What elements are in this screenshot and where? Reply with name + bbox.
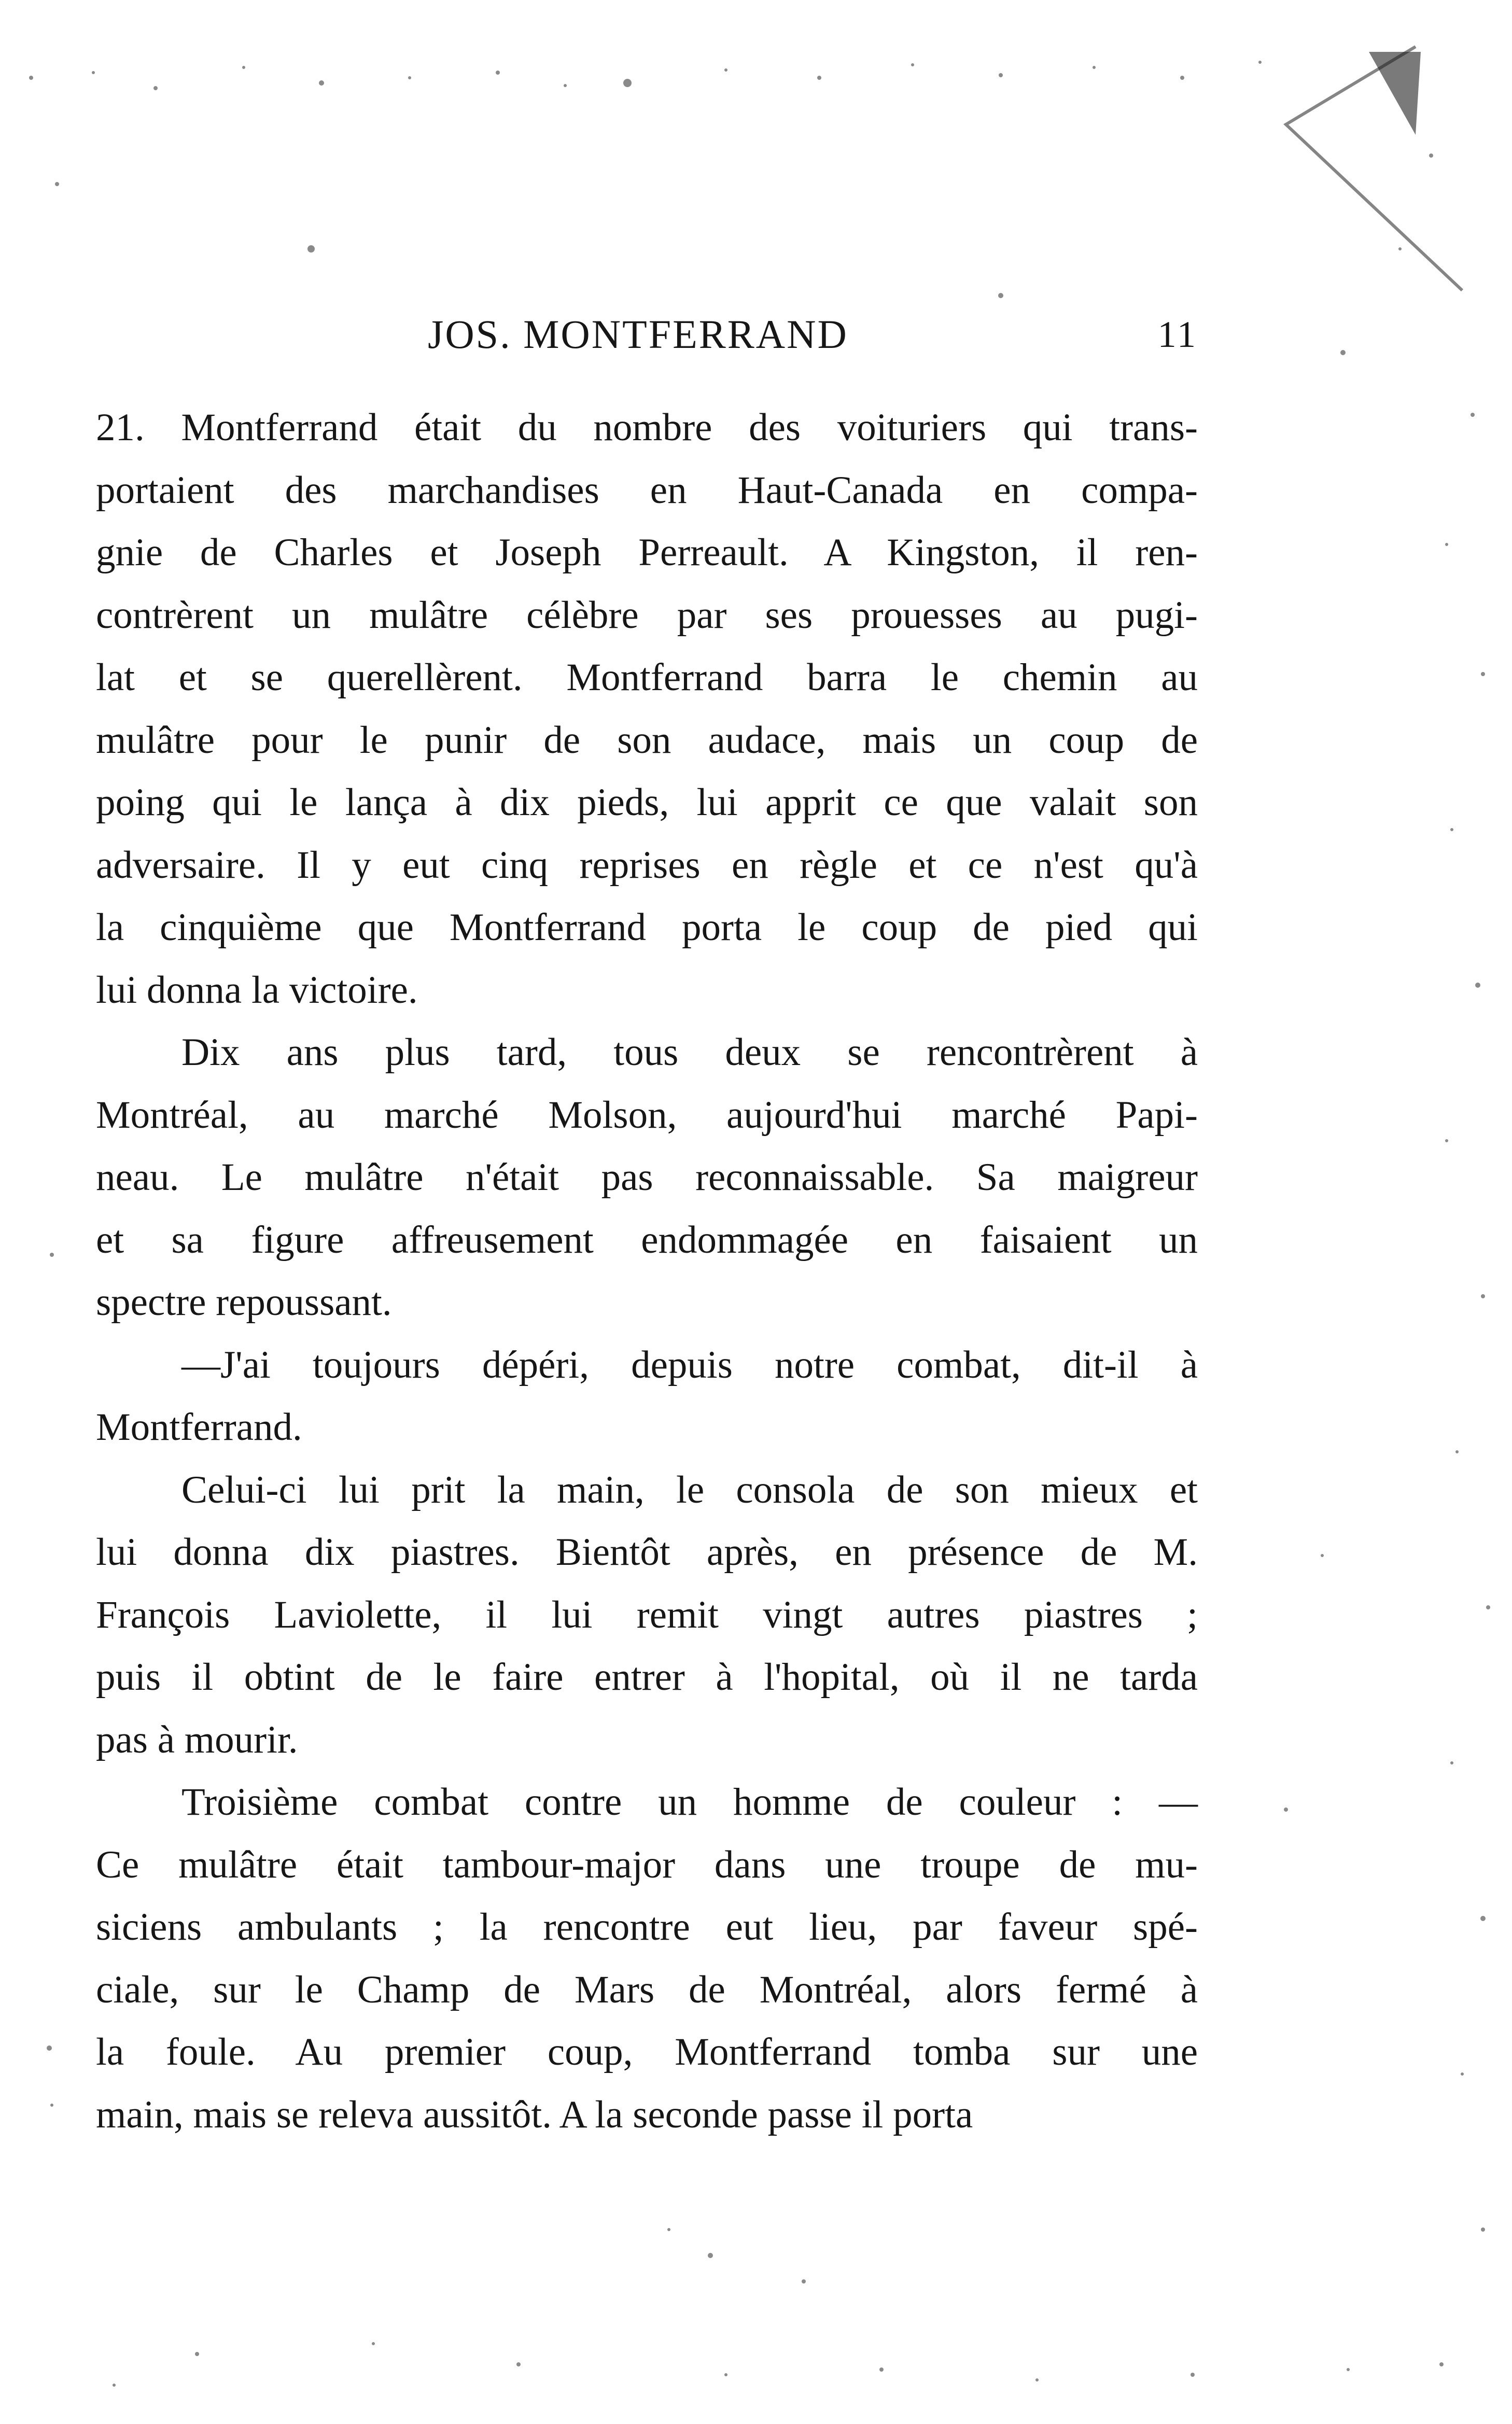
paragraph xyxy=(96,1021,1198,1334)
text-line: lui donna la victoire. xyxy=(96,968,418,1012)
text-line: gnie de Charles et Joseph Perreault. A Kingston, il ren- xyxy=(96,531,1198,574)
text-line: pas à mourir. xyxy=(96,1718,298,1761)
paragraph xyxy=(96,1334,1198,1459)
body-text xyxy=(96,397,1198,2146)
text-line: siciens ambulants ; la rencontre eut lieu, par faveur spé- xyxy=(96,1905,1198,1949)
text-line: la foule. Au premier coup, Montferrand tomba sur une xyxy=(96,2030,1198,2073)
text-line: main, mais se releva aussitôt. A la seconde passe il porta xyxy=(96,2093,973,2136)
text-line: 21. Montferrand était du nombre des voituriers qui trans- xyxy=(96,406,1198,449)
text-line: la cinquième que Montferrand porta le coup de pied qui xyxy=(96,906,1198,949)
text-line: Troisième combat contre un homme de couleur : — xyxy=(181,1781,1198,1824)
text-line: lat et se querellèrent. Montferrand barra le chemin au xyxy=(96,656,1198,699)
text-line: lui donna dix piastres. Bientôt après, en présence de M. xyxy=(96,1531,1198,1574)
text-line: spectre repoussant. xyxy=(96,1281,392,1324)
text-line: François Laviolette, il lui remit vingt autres piastres ; xyxy=(96,1593,1198,1636)
text-line: ciale, sur le Champ de Mars de Montréal, alors fermé à xyxy=(96,1968,1198,2011)
page-number: 11 xyxy=(1157,314,1198,355)
text-line: —J'ai toujours dépéri, depuis notre combat, dit-il à xyxy=(181,1343,1198,1386)
text-line: portaient des marchandises en Haut-Canada en compa- xyxy=(96,468,1198,512)
text-line: Dix ans plus tard, tous deux se rencontrèrent à xyxy=(181,1031,1198,1074)
text-line: puis il obtint de le faire entrer à l'hopital, où il ne tarda xyxy=(96,1656,1198,1699)
text-line: Ce mulâtre était tambour-major dans une troupe de mu- xyxy=(96,1843,1198,1886)
paragraph xyxy=(96,1459,1198,1772)
text-line: adversaire. Il y eut cinq reprises en règle et ce n'est qu'à xyxy=(96,843,1198,887)
text-line: Montferrand. xyxy=(96,1406,302,1449)
text-line: Celui-ci lui prit la main, le consola de son mieux et xyxy=(181,1468,1198,1511)
paragraph xyxy=(96,397,1198,1021)
text-line: et sa figure affreusement endommagée en faisaient un xyxy=(96,1218,1198,1262)
running-title: JOS. MONTFERRAND xyxy=(428,312,848,357)
text-line: mulâtre pour le punir de son audace, mais un coup de xyxy=(96,718,1198,762)
text-line: contrèrent un mulâtre célèbre par ses prouesses au pugi- xyxy=(96,593,1198,637)
text-line: poing qui le lança à dix pieds, lui apprit ce que valait son xyxy=(96,781,1198,824)
text-line: Montréal, au marché Molson, aujourd'hui marché Papi- xyxy=(96,1093,1198,1137)
paragraph xyxy=(96,1771,1198,2146)
page-header xyxy=(96,309,1198,360)
text-line: neau. Le mulâtre n'était pas reconnaissable. Sa maigreur xyxy=(96,1156,1198,1199)
